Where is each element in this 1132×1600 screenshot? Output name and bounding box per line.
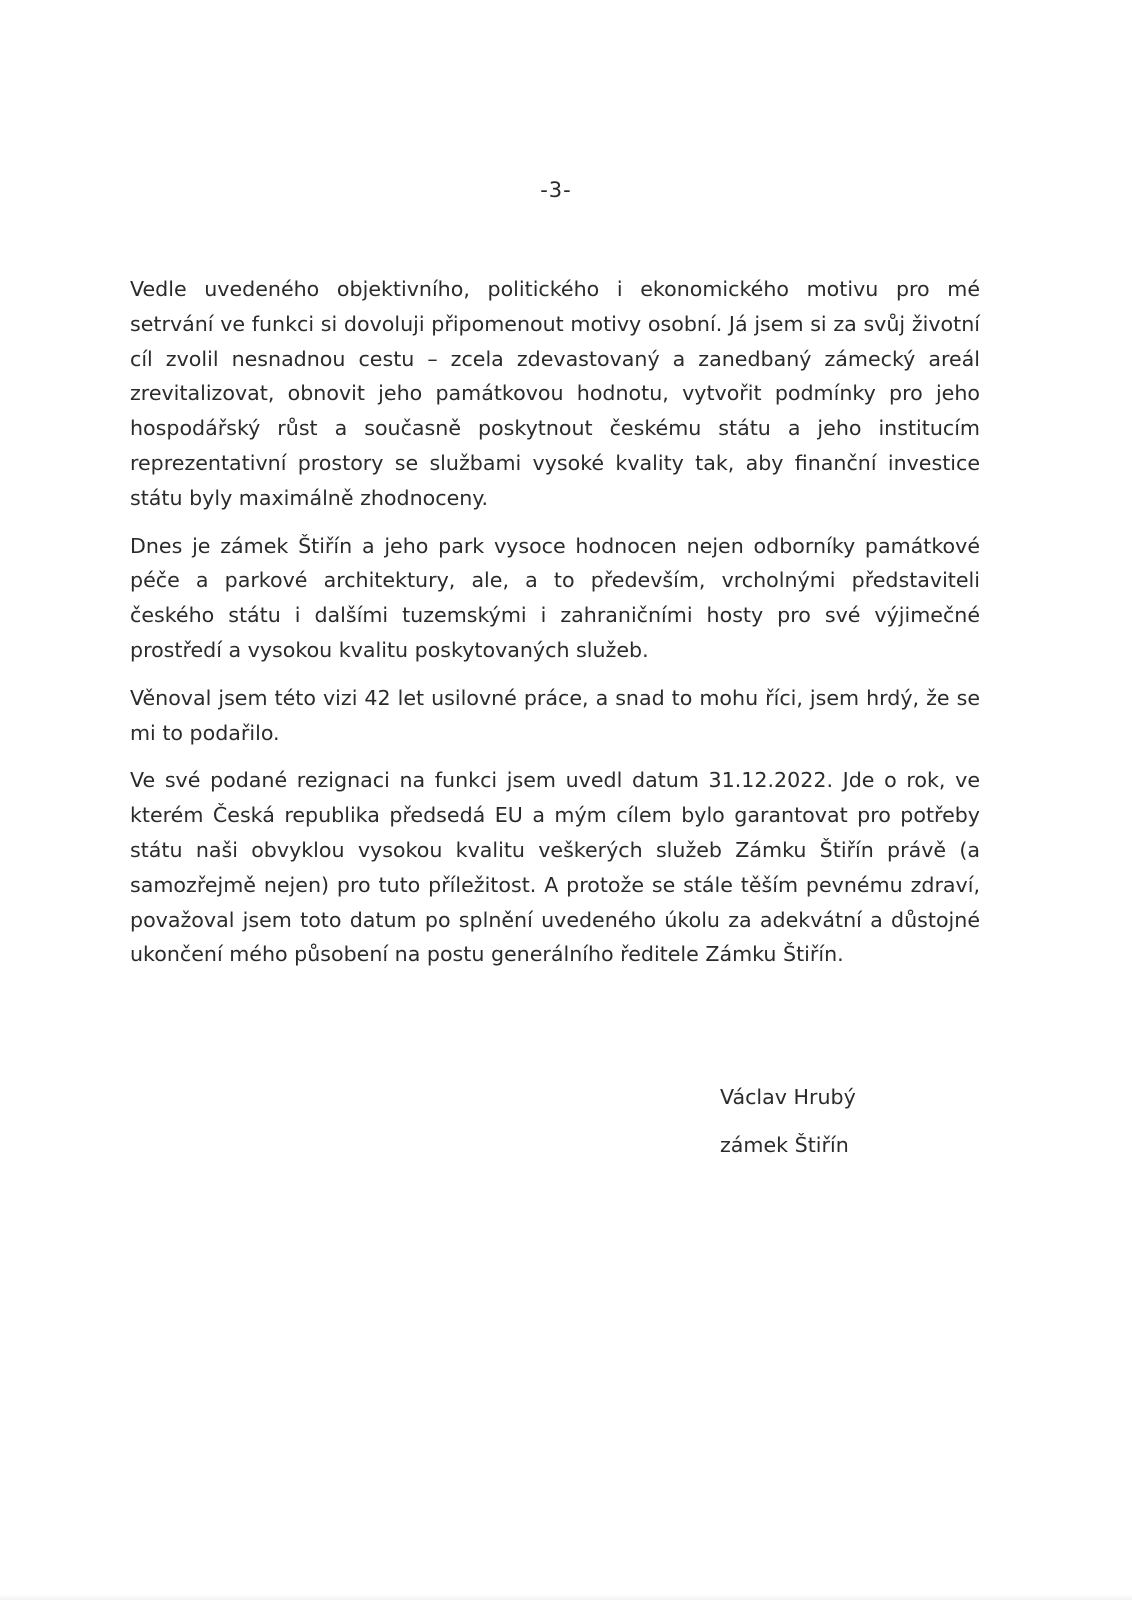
letter-body: [130, 272, 980, 985]
signatory-place: zámek Štiřín: [720, 1133, 849, 1157]
paragraph-resignation-date: Ve své podané rezignaci na funkci jsem uvedl datum 31.12.2022. Jde o rok, ve kterém Česká republika předsedá EU a mým cílem bylo garantovat pro potřeby státu naši obvyklou vysokou kvalitu veškerých služeb Zámku Štiřín právě (a samozřejmě nejen) pro tuto příležitost. A protože se stále těším pevnému zdraví, považoval jsem toto datum po splnění uvedeného úkolu za adekvátní a důstojné ukončení mého působení na postu generálního ředitele Zámku Štiřín.: [130, 768, 980, 967]
page-number: -3-: [540, 178, 572, 202]
paragraph-years-of-work: Věnoval jsem této vizi 42 let usilovné práce, a snad to mohu říci, jsem hrdý, že se mi to podařilo.: [130, 685, 980, 745]
scan-bottom-edge: [0, 1594, 1132, 1600]
signatory-name: Václav Hrubý: [720, 1085, 856, 1109]
paragraph-personal-motives: Vedle uvedeného objektivního, politického i ekonomického motivu pro mé setrvání ve funkci si dovoluji připomenout motivy osobní. Já jsem si za svůj životní cíl zvolil nesnadnou cestu – zcela zdevastovaný a zanedbaný zámecký areál zrevitalizovat, obnovit jeho památkovou hodnotu, vytvořit podmínky pro jeho hospodářský růst a současně poskytnout českému státu a jeho institucím reprezentativní prostory se službami vysoké kvality tak, aby finanční investice státu byly maximálně zhodnoceny.: [130, 277, 980, 510]
signature-block: [720, 1073, 856, 1169]
paragraph-chateau-reputation: Dnes je zámek Štiřín a jeho park vysoce hodnocen nejen odborníky památkové péče a parkové architektury, ale, a to především, vrcholnými představiteli českého státu i dalšími tuzemskými i zahraničními hosty pro své výjimečné prostředí a vysokou kvalitu poskytovaných služeb.: [130, 533, 980, 662]
